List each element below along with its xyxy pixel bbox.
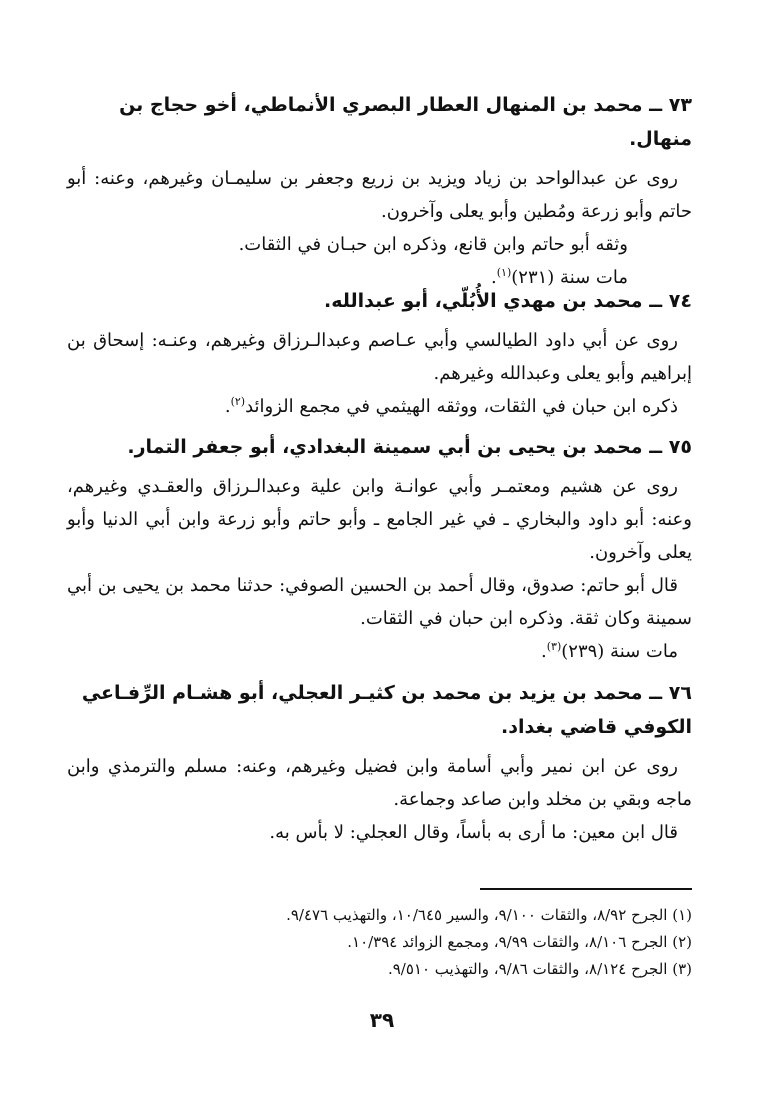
footnote-2: (٢) الجرح ٨/١٠٦، والثقات ٩/٩٩، ومجمع الزوائد ١٠/٣٩٤. — [347, 933, 692, 951]
entry-text: ذكره ابن حبان في الثقات، ووثقه الهيثمي في مجمع الزوائد — [245, 396, 678, 417]
entry-text: مات سنة (٢٣٩) — [561, 641, 678, 662]
entry-heading: ٧٥ ــ محمد بن يحيى بن أبي سمينة البغدادي، أبو جعفر التمار. — [127, 436, 692, 458]
entry-text: قال أبو حاتم: صدوق، وقال أحمد بن الحسين الصوفي: حدثنا محمد بن يحيى بن أبي سمينة وكان ثقة. وذكره ابن حبان في الثقات. — [67, 575, 692, 629]
entry-text: مات سنة (٢٣١) — [511, 267, 628, 288]
death-date-line: مات سنة (٢٣١)$^{(١)}$. — [491, 266, 628, 288]
page-number: ٣٩ — [369, 1008, 395, 1032]
entry-text: وثقه أبو حاتم وابن قانع، وذكره ابن حبـان في الثقات. — [238, 234, 628, 255]
footnote-marker[interactable]: (٣) — [546, 640, 562, 653]
footnote-marker[interactable]: (٢) — [230, 395, 246, 408]
entry-heading: ٧٣ ــ محمد بن المنهال العطار البصري الأنماطي، أخو حجاج بن منهال. — [119, 94, 692, 150]
page-body — [67, 88, 692, 906]
death-date-line: مات سنة (٢٣٩)$^{(٣)}$. — [541, 640, 678, 662]
entry-heading: ٧٦ ــ محمد بن يزيد بن محمد بن كثيـر العجلي، أبو هشـام الرِّفـاعي الكوفي قاضي بغداد. — [81, 682, 692, 738]
entry-text: قال ابن معين: ما أرى به بأساً، وقال العجلي: لا بأس به. — [269, 822, 678, 843]
entry-75 — [67, 430, 692, 676]
footnote-marker[interactable]: (١) — [496, 266, 512, 279]
entry-text-with-note: ذكره ابن حبان في الثقات، ووثقه الهيثمي في مجمع الزوائد$^{(٢)}$. — [224, 395, 678, 417]
entry-text: روى عن هشيم ومعتمـر وأبي عوانـة وابن علية وعبدالـرزاق والعقـدي وغيرهم، وعنه: أبو داود والبخاري ـ في غير الجامع ـ وأبو حاتم وأبو زرعة وابن أبي الدنيا وأبو يعلى وآخرون. — [67, 476, 692, 563]
entry-73 — [67, 88, 692, 288]
entry-text: روى عن أبي داود الطيالسي وأبي عـاصم وعبدالـرزاق وغيرهم، وعنـه: إسحاق بن إبراهيم وأبو يعلى وعبدالله وغيرهم. — [67, 330, 692, 384]
footnotes — [67, 902, 692, 983]
entry-76 — [67, 676, 692, 906]
entry-heading: ٧٤ ــ محمد بن مهدي الأُبُلّي، أبو عبدالله. — [324, 290, 692, 312]
entry-text: روى عن ابن نمير وأبي أسامة وابن فضيل وغيرهم، وعنه: مسلم والترمذي وابن ماجه وبقي بن مخلد وابن صاعد وجماعة. — [67, 756, 692, 810]
footnote-3: (٣) الجرح ٨/١٢٤، والثقات ٩/٨٦، والتهذيب ٩/٥١٠. — [387, 960, 692, 978]
footnote-1: (١) الجرح ٨/٩٢، والثقات ٩/١٠٠، والسير ١٠/٦٤٥، والتهذيب ٩/٤٧٦. — [286, 906, 692, 924]
footnote-divider — [480, 888, 692, 890]
entry-text: روى عن عبدالواحد بن زياد ويزيد بن زريع وجعفر بن سليمـان وغيرهم، وعنه: أبو حاتم وأبو زرعة ومُطين وأبو يعلى وآخرون. — [67, 168, 692, 222]
entry-74 — [67, 284, 692, 430]
